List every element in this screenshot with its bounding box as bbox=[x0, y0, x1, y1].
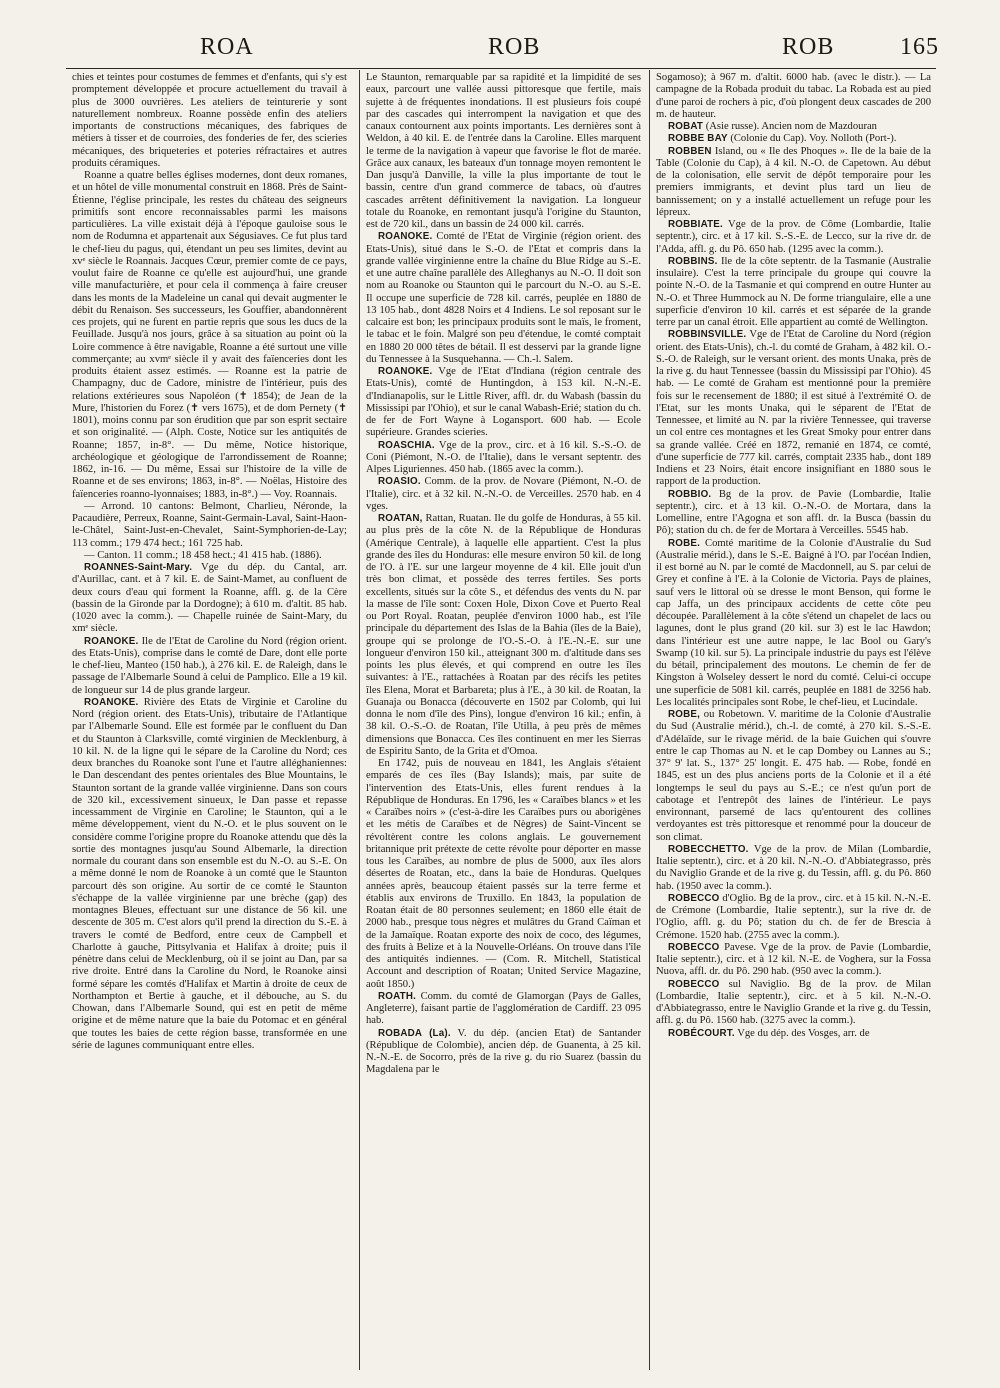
entry-text: (Colonie du Cap). Voy. Nolloth (Port-). bbox=[727, 133, 897, 145]
entry-paragraph bbox=[366, 72, 641, 231]
entry-paragraph bbox=[72, 550, 347, 562]
entry-headword: ROBÉCOURT. bbox=[668, 1027, 735, 1039]
dictionary-entry bbox=[366, 513, 641, 758]
dictionary-entry bbox=[72, 697, 347, 1052]
entry-headword: ROATH. bbox=[378, 990, 417, 1002]
entry-text: Roanne a quatre belles églises modernes, dont deux romanes, et un hôtel de ville monumental construit en 1868. Près de Saint-Étienne, l'église principale, les restes du château des seigneurs primitifs sont encore reconnaissables parmi les maisons particulières. La ville existait déjà à l'époque gauloise sous le nom de Rodumna et appartenait aux Ségusiaves. Ce fut plus tard le chef-lieu du pagus, qui, étendant un peu ses limites, devint au xvᵉ siècle le Roannais. Jacques Cœur, premier comte de ce pays, voulut faire de Roanne ce qu'elle est aujourd'hui, une grande ville manufacturière, et pour cela il commença à faire creuser dans les monts de la Madeleine un canal qui devait augmenter le débit du Renaison. Ses successeurs, les Gouffier, abandonnèrent ces projets, qui ne furent en partie repris que sous les ducs de la Feuillade. Jusqu'à nos jours, grâce à sa situation au point où la Loire commence à être navigable, Roanne a été surtout une ville commerçante; au xvmᵉ siècle il y avait des faïenceries dont les produits étaient assez estimés. — Roanne est la patrie de Champagny, duc de Cadore, ministre de l'intérieur, puis des relations extérieures sous Napoléon (✝ 1854); de Jean de la Mure, l'historien du Forez (✝ vers 1675), et de dom Pernety (✝ 1801), moins connu par son érudition que par son esprit sectaire et son originalité. — (Alph. Coste, Notice sur les antiquités de Roanne; 1857, in-8°. — Du même, Notice historique, archéologique et géologique de l'arrondissement de Roanne; 1862, in-16. — Du même, Essai sur l'histoire de la ville de Roanne et de ses environs; 1863, in-8°. — Noëlas, Histoire des faïenceries roanno-lyonnaises; 1883, in-8°.) — Voy. Roannais. bbox=[72, 170, 347, 500]
dictionary-entry bbox=[656, 329, 931, 488]
entry-paragraph bbox=[366, 758, 641, 991]
entry-text: Vge de l'Etat de Caroline du Nord (région orient. des Etats-Unis), ch.-l. du comté de Graham, à 482 kil. O.-S.-O. de Raleigh, sur le versant orient. des monts Unaka, près de la rive g. du haut Tennessee (bassin du Mississipi par l'Ohio). 45 hab. — Le comté de Graham est mentionné pour la première fois sur le recensement de 1880; il est situé à l'extrémité O. de l'Etat, sur les monts Unaka, qui le séparent de l'Etat de Tennessee, et limité au N. par la rivière Tennessee, qui traverse un col entre ces montagnes et les Great Smoky pour entrer dans sa grande vallée. Créé en 1872, remanié en 1874, ce comté, d'une superficie de 777 kil. carrés, comptait 2335 hab., dont 189 Indiens et 23 Noirs, était encore insignifiant en 1880 sous le rapport de la production. bbox=[656, 329, 931, 488]
entry-text: Vge de la prov. de Côme (Lombardie, Italie septentr.), circ. et à 17 kil. S.-S.-E. de Lecco, sur la rive dr. de l'Adda, affl. g. du Pô. 650 hab. (1295 avec la comm.). bbox=[656, 219, 931, 255]
entry-headword: ROBBE BAY bbox=[668, 133, 728, 145]
entry-headword: ROANOKE. bbox=[378, 231, 433, 243]
entry-paragraph bbox=[72, 72, 347, 170]
entry-paragraph bbox=[656, 72, 931, 121]
entry-text: Comté de l'Etat de Virginie (région orient. des Etats-Unis), situé dans le S.-O. de l'Etat et compris dans la grande vallée virginienne entre la chaîne du Blue Ridge au S.-E. et une autre chaîne parallèle des Alleghanys au N.-O. Il doit son nom au Roanoke ou Staunton qui le parcourt du N.-O. au S.-E. Il occupe une superficie de 728 kil. carrés, peuplée en 1880 de 13 105 hab., dont 4828 Noirs et 4 Indiens. Le sol reposant sur le calcaire est bon; les principaux produits sont le maïs, le froment, le tabac et le foin. Malgré son peu d'étendue, le comté comptait en 1880 20 000 têtes de bétail. Il est desservi par la grande ligne du Tennessee à la Susquehanna. — Ch.-l. Salem. bbox=[366, 231, 641, 365]
entry-headword: ROBBEN bbox=[668, 145, 712, 157]
entry-headword: ROBAT bbox=[668, 121, 704, 132]
dictionary-entry bbox=[72, 562, 347, 636]
entry-headword: ROASCHIA. bbox=[378, 439, 435, 451]
page-number: 165 bbox=[900, 34, 939, 60]
entry-text: Pavese. Vge de la prov. de Pavie (Lombardie, Italie septentr.), circ. et à 12 kil. N.-E. de Voghera, sur la Fossa Nuova, affl. dr. du Pô. 290 hab. (950 avec la comm.). bbox=[656, 941, 931, 978]
entry-text: chies et teintes pour costumes de femmes et d'enfants, qui s'y est promptement développée et procure actuellement du travail à plus de 3000 ouvrières. Les ateliers de teinturerie y sont naturellement nombreux. Roanne possède enfin des ateliers importants de constructions mécaniques, des fabriques de métiers à tisser et de courroies, des fonderies de fer, des scieries mécaniques, des briqueteries et poteries réfractaires et autres produits céramiques. bbox=[72, 72, 347, 169]
entry-headword: ROANOKE. bbox=[84, 635, 139, 647]
dictionary-entry bbox=[656, 489, 931, 538]
dictionary-entry bbox=[656, 256, 931, 330]
entry-text: — Canton. 11 comm.; 18 458 hect.; 41 415 hab. (1886). bbox=[84, 549, 322, 561]
dictionary-entry bbox=[656, 1028, 931, 1040]
entry-text: Comm. du comté de Glamorgan (Pays de Galles, Angleterre), faisant partie de l'agglomération de Cardiff. 23 095 hab. bbox=[366, 990, 641, 1027]
dictionary-entry bbox=[656, 219, 931, 256]
entry-text: Vge de la prov., circ. et à 16 kil. S.-S.-O. de Coni (Piémont, N.-O. de l'Italie), dans le versant septentr. des Alpes Liguriennes. 450 hab. (1865 avec la comm.). bbox=[366, 439, 641, 475]
entry-text: d'Oglio. Bg de la prov., circ. et à 15 kil. N.-N.-E. de Crémone (Lombardie, Italie septentr.), sur la rive dr. de l'Oglio, affl. g. du Pô; station du ch. de fer de Brescia à Crémone. 1520 hab. (2755 avec la comm.). bbox=[656, 892, 931, 941]
column-divider-1 bbox=[359, 70, 360, 1370]
entry-headword: ROBBIO. bbox=[668, 488, 712, 500]
column-divider-2 bbox=[649, 70, 650, 1370]
entry-headword: ROANOKE. bbox=[84, 696, 139, 708]
header-center-word: ROB bbox=[488, 34, 541, 60]
entry-text: Vge du dép. des Vosges, arr. de bbox=[734, 1027, 870, 1039]
entry-text: (Asie russe). Ancien nom de Mazdouran bbox=[703, 121, 877, 132]
entry-text: Vge de l'Etat d'Indiana (région centrale des Etats-Unis), comté de Huntingdon, à 153 kil. N.-N.-E. d'Indianapolis, sur le Little River, affl. dr. du Wabash (bassin du Mississipi par l'Ohio), et sur le canal Wabash-Erié; station du ch. de fer de Fort Wayne à Logansport. 600 hab. — Ecole supérieure. Grandes scieries. bbox=[366, 366, 641, 439]
dictionary-entry bbox=[656, 942, 931, 979]
entry-text: Island, ou « Ile des Phoques ». Ile de la baie de la Table (Colonie du Cap), à 4 kil. N.-O. de Capetown. Au début de la colonisation, elle servit de dépôt temporaire pour les premiers immigrants, et devint plus tard un lieu de bannissement; on y a installé actuellement un refuge pour les lépreux. bbox=[656, 145, 931, 218]
entry-text: ou Robetown. V. maritime de la Colonie d'Australie du Sud (Australie mérid.), ch.-l. de comté, à 270 kil. S.-S.-E. d'Adélaïde, sur le rivage mérid. de la baie Guichen qui s'ouvre entre le cap Thomas au N. et le cap Dombey ou Lannes au S.; 37° 9' lat. S., 137° 25' longit. E. 475 hab. — Robe, fondé en 1845, est un des plus anciens ports de la Colonie et il a été longtemps le seul du pays au S.-E.; ce n'est qu'un port de cabotage et l'entrepôt des laines de l'intérieur. Le pays environnant, parsemé de lacs qu'entourent des collines verdoyantes est très pittoresque et renommé pour la douceur de son climat. bbox=[656, 709, 931, 843]
entry-headword: ROBECCO bbox=[668, 978, 720, 990]
entry-headword: ROANOKE. bbox=[378, 366, 433, 377]
entry-headword: ROBECCO bbox=[668, 941, 720, 953]
entry-text: — Arrond. 10 cantons: Belmont, Charlieu, Néronde, la Pacaudière, Perreux, Roanne, Saint-Germain-Laval, Saint-Haon-le-Châtel, Saint-Just-en-Chevalet, Saint-Symphorien-de-Lay; 113 comm.; 179 474 hect.; 161 725 hab. bbox=[72, 500, 347, 549]
entry-text: Sogamoso); à 967 m. d'altit. 6000 hab. (avec le distr.). — La campagne de la Robada produit du tabac. La Robada est au pied d'une paroi de rochers à pic, d'où plongent deux cascades de 200 m. de hauteur. bbox=[656, 72, 931, 120]
entry-text: Le Staunton, remarquable par sa rapidité et la limpidité de ses eaux, parcourt une vallée aussi pittoresque que fertile, mais sujette à de fréquentes inondations. Il est plusieurs fois coupé par des cascades qui interrompent la navigation et que des canaux contournent aux points importants. Les dernières sont à Weldon, à 40 kil. E. de l'entrée dans la Caroline. Elles marquent le terme de la navigation à vapeur que favorise le flot de marée. Grâce aux canaux, les bateaux d'un tonnage moyen remontent le Dan jusqu'à Danville, la ville la plus importante de tout le bassin, centre d'un grand commerce de tabacs, où d'autres cascades arrêtent définitivement la navigation. La longueur totale du Roanoke, en remontant jusqu'à l'origine du Staunton, est de 720 kil., dans un bassin de 24 000 kil. carrés. bbox=[366, 72, 641, 230]
dictionary-entry bbox=[656, 844, 931, 893]
entry-headword: ROBECCO bbox=[668, 892, 720, 904]
entry-headword: ROBBIATE. bbox=[668, 219, 723, 230]
dictionary-entry bbox=[656, 538, 931, 710]
entry-headword: ROBBINS. bbox=[668, 255, 718, 267]
entry-text: Vge de la prov. de Milan (Lombardie, Italie septentr.), circ. et à 20 kil. N.-N.-O. d'Abbiategrasso, près du Naviglio Grande et de la rive g. du Tessin, affl. g. du Pô. 860 hab. (1950 avec la comm.). bbox=[656, 843, 931, 892]
header-rule bbox=[66, 68, 936, 69]
dictionary-entry bbox=[656, 121, 931, 133]
dictionary-entry bbox=[366, 1028, 641, 1077]
dictionary-entry bbox=[656, 133, 931, 145]
entry-text: Ile de la côte septentr. de la Tasmanie (Australie insulaire). C'est la terre principale du groupe qui couvre la pointe N.-O. de la Tasmanie et qui comprend en outre Hunter au N.-O. et Three Hummock au N. De forme triangulaire, elle a une superficie d'environ 10 kil. carrés et est séparée de la grande terre par un canal étroit. Elle appartient au comté de Wellington. bbox=[656, 255, 931, 328]
entry-paragraph bbox=[72, 170, 347, 501]
text-column-2 bbox=[366, 72, 641, 1372]
dictionary-entry bbox=[366, 991, 641, 1028]
dictionary-entry bbox=[656, 979, 931, 1028]
entry-headword: ROANNES-Saint-Mary. bbox=[84, 562, 193, 573]
entry-text: Rivière des Etats de Virginie et Caroline du Nord (région orient. des Etats-Unis), tributaire de l'Atlantique par l'Albemarle Sound. Elle est formée par le confluent du Dan et du Staunton à Clarksville, comté virginien de Mecklenburg, à 10 kil. N. de la ligne qui le sépare de la Caroline du Nord; ces deux branches du Roanoke sont l'une et l'autre alléghaniennes: le Dan descendant des pentes orientales des Blue Mountains, le Staunton sortant de la grande vallée virginienne. Dans son cours de 320 kil., excessivement sinueux, le Dan passe et repasse incessamment de Virginie en Caroline; le Staunton, qui a le même développement, vient du N.-O. et le plus souvent on le considère comme l'origine propre du Roanoke attendu que dès la sortie des montagnes jusqu'au Sound Albemarle, la direction normale du courant dans son ensemble est du N.-O. au S.-E. On a même donné le nom de Roanoke à un comté que le Staunton parcourt dès son origine. Au sortir de ce comté le Staunton s'échappe de la vallée virginienne par une brèche (gap) des montagnes Bleues, effectuant sur une distance de 56 kil. une descente de 305 m. C'est alors qu'il prend la direction du S.-E. à travers le comté de Bedford, entre ceux de Campbell et Charlotte à gauche, Pittsylvania et Halifax à droite; puis il pénètre dans celui de Mecklenburg, où il se joint au Dan, par sa rive droite. Entré dans la Caroline du Nord, le Roanoke ainsi formé sépare les comtés d'Halifax et Martin à droite de ceux de Northampton et Bertie à gauche, et il débouche, au S. du Chowan, dans l'Albemarle Sound, qui est en petit de même origine et de même nature que la baie du Potomac et en général que toutes les baies de cette région basse, transformée en une série de lagunes communiquant entre elles. bbox=[72, 696, 347, 1051]
entry-text: Bg de la prov. de Pavie (Lombardie, Italie septentr.), circ. et à 13 kil. O.-N.-O. de Mortara, dans la Lomelline, entre l'Agogna et son affl. dr. la Busca (bassin du Pô); station du ch. de fer de Mortara à Verceilles. 5545 hab. bbox=[656, 488, 931, 537]
entry-headword: ROBE, bbox=[668, 709, 701, 720]
dictionary-entry bbox=[366, 231, 641, 366]
entry-text: sul Naviglio. Bg de la prov. de Milan (Lombardie, Italie septentr.), circ. et à 5 kil. N.-N.-O. d'Abbiategrasso, entre le Naviglio Grande et la rive g. du Tessin, affl. g. du Pô. 1560 hab. (3275 avec la comm.). bbox=[656, 978, 931, 1027]
header-right-word: ROB bbox=[782, 34, 835, 60]
entry-text: Rattan, Ruatan. Ile du golfe de Honduras, à 55 kil. au plus près de la côte N. de la République de Honduras (Amérique Centrale), à laquelle elle appartient. C'est la plus grande des îles du Honduras: elle mesure environ 50 kil. de long de l'O. à l'E. sur une largeur moyenne de 4 kil. Elle jouit d'un très bon climat, et possède des terres fertiles. Ses ports excellents, situés sur la côte S., et défendus des vents du N. par la masse de l'île sont: Coxen Hole, Dixon Cove et Puerto Real ou Port Royal. Roatan, peuplée d'environ 1000 hab., est l'île principale du département des Islas de la Bahia (îles de la Baie), groupe qui se prolonge de l'O.-S.-O. à l'E.-N.-E. sur une longueur d'environ 150 kil., atteignant 300 m. d'altitude dans ses points les plus élevés, et qui comprend en outre les îles suivantes: à l'E., rattachées à Roatan par des récifs les petites îles Elena, Morat et Barbareta; plus à l'E., à 30 kil. de Roatan, la Guanaja ou Bonacca (découverte en 1502 par Colomb, qui lui donna le nom d'île des Pins), longue d'environ 16 kil.; enfin, à 38 kil. O.-S.-O. de Roatan, l'île Utilla, à peu près de mêmes dimensions que Bonacca. Ces îles continuent en mer les Sierras de Espiritu Santo, de la Grita et d'Omoa. bbox=[366, 513, 641, 757]
entry-headword: ROBADA (La). bbox=[378, 1027, 451, 1039]
entry-headword: ROBBINSVILLE. bbox=[668, 329, 747, 341]
dictionary-entry bbox=[366, 440, 641, 477]
dictionary-entry bbox=[656, 893, 931, 942]
entry-text: V. du dép. (ancien Etat) de Santander (République de Colombie), ancien dép. de Guanenta, à 25 kil. N.-N.-E. de Socorro, près de la rive g. du rio Suarez (bassin du Magdalena par le bbox=[366, 1027, 641, 1076]
entry-paragraph bbox=[72, 501, 347, 550]
entry-headword: ROATAN, bbox=[378, 513, 423, 524]
entry-text: Comté maritime de la Colonie d'Australie du Sud (Australie mérid.), dans le S.-E. Baigné à l'O. par l'océan Indien, il est borné au N. par le comté de Macdonnell, au S. par celui de Grey et confine à l'E. à la Colonie de Victoria. Pays de plaines, sauf vers le littoral où se dresse le mont Benson, qui forme le cap Jaffa, un des principaux accidents de cette côte peu découpée. Parallèlement à la côte s'étend un chapelet de lacs ou lagunes, dont le plus grand (20 kil. sur 3) est le lac Hawdon; dans l'intérieur est une autre nappe, le lac Bool ou Gary's Swamp (10 kil. sur 5). La principale industrie du pays est l'élève du bétail, principalement des moutons. Le chemin de fer de Kingston à Wolseley dessert le nord du comté. Celui-ci occupe une superficie de 5081 kil. carrés, peuplée en 1881 de 3256 hab. Les localités principales sont Robe, le chef-lieu, et Lucindale. bbox=[656, 537, 931, 708]
dictionary-entry bbox=[656, 146, 931, 220]
entry-text: Comm. de la prov. de Novare (Piémont, N.-O. de l'Italie), circ. et à 32 kil. N.-N.-O. de Verceilles. 2570 hab. en 4 vges. bbox=[366, 476, 641, 512]
text-column-3 bbox=[656, 72, 931, 1372]
header-left-word: ROA bbox=[200, 34, 254, 60]
entry-headword: ROASIO. bbox=[378, 476, 421, 488]
entry-text: Vge du dép. du Cantal, arr. d'Aurillac, cant. et à 7 kil. E. de Saint-Mamet, au confluent de deux cours d'eau qui forment la Roanne, affl. g. de la Cère (bassin de la Gironde par la Dordogne); à 610 m. d'altit. 85 hab. (1020 avec la comm.). — Chapelle ruinée de Saint-Mary, du xmᵉ siècle. bbox=[72, 562, 347, 635]
entry-text: Ile de l'Etat de Caroline du Nord (région orient. des Etats-Unis), comprise dans le comté de Dare, dont elle porte le chef-lieu, Manteo (150 hab.), à 276 kil. E. de Raleigh, dans le passage de l'Albemarle Sound à celui de Pamplico. Elle a 19 kil. de longueur sur 14 de plus grande largeur. bbox=[72, 635, 347, 696]
entry-headword: ROBE. bbox=[668, 537, 701, 549]
text-column-1 bbox=[72, 72, 347, 1372]
dictionary-entry bbox=[366, 476, 641, 513]
dictionary-entry bbox=[656, 709, 931, 844]
dictionary-entry bbox=[72, 636, 347, 697]
entry-headword: ROBECCHETTO. bbox=[668, 843, 749, 855]
entry-text: En 1742, puis de nouveau en 1841, les Anglais s'étaient emparés de ces îles (Bay Islands); mais, par suite de l'intervention des Etats-Unis, elles furent rendues à la République de Honduras. En 1796, les « Caraïbes blancs » et les « Caraïbes noirs » (c'est-à-dire les Caraïbes purs ou aborigènes et les métis de Caraïbes et de Nègres) de Saint-Vincent se révoltèrent contre les colons anglais. Le gouvernement britannique prit prétexte de cette révolte pour déporter en masse tous les Caraïbes, au nombre de plus de 5000, aux îles alors désertes de Roatan, etc., dans la baie de Honduras. Quelques années après, beaucoup étaient passés sur la terre ferme et établis aux environs de Truxillo. En 1843, la population de Roatan était de 80 personnes seulement; en 1860 elle était de 2000 hab., presque tous nègres et mulâtres du Grand Caïman et de la Jamaïque. Roatan exporte des noix de coco, des légumes, des fruits à Belize et à la Nouvelle-Orléans. On trouve dans l'île des antiquités indiennes. — (Com. R. Mitchell, Statistical Account and description of Roatan; United Service Magazine, août 1850.) bbox=[366, 758, 641, 990]
dictionary-entry bbox=[366, 366, 641, 440]
